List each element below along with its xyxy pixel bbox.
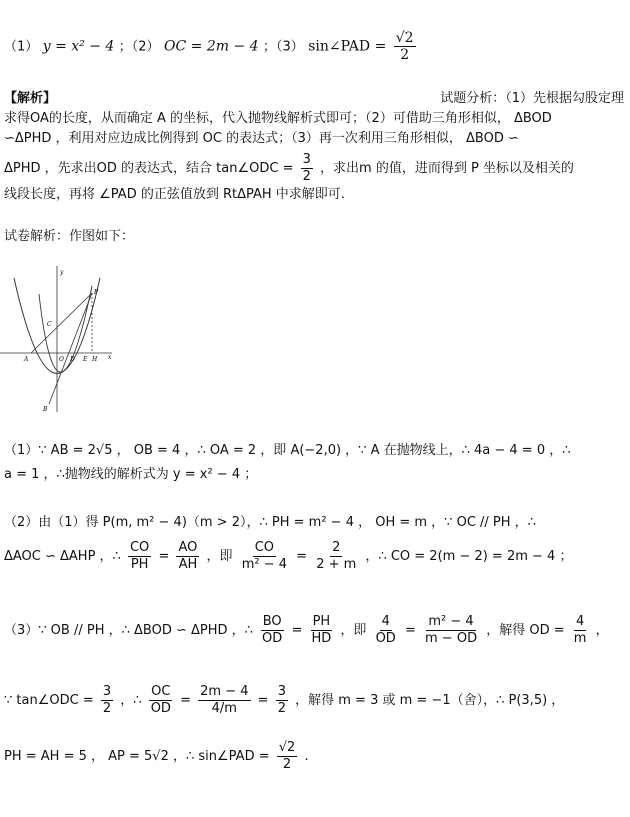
step3-frac-6 — [101, 684, 113, 717]
step2-line-1: （2）由（1）得 P(m, m² − 4)（m > 2），∴ PH = m² − 4 ， OH = m ，∵ OC // PH ，∴ — [4, 515, 536, 530]
step2-frac-4 — [314, 540, 358, 573]
f-num: 4 — [575, 614, 585, 629]
f-num: 2m − 4 — [200, 684, 249, 699]
f-den: OD — [262, 631, 283, 646]
analysis-tag: 【解析】 — [4, 91, 57, 106]
answer-3-lhs: sin∠PAD = — [308, 38, 387, 55]
step2-l2a: ΔAOC ∽ ΔAHP ，∴ — [4, 549, 121, 564]
label-b: B — [43, 406, 48, 413]
f-num: 4 — [381, 614, 390, 629]
f-num: AO — [178, 540, 198, 555]
step3-frac-3 — [374, 614, 398, 647]
analysis-line-4 — [4, 152, 626, 185]
analysis-line-4a: ΔPHD ，先求出OD 的表达式，结合 tan∠ODC = — [4, 161, 294, 176]
step3-frac-4 — [423, 614, 479, 647]
answer-3-fraction — [394, 30, 416, 63]
f-den: m² − 4 — [241, 557, 287, 572]
f-num: 2 — [332, 540, 341, 555]
step2-l2b: ，即 — [206, 549, 233, 564]
step2-l2c: ，∴ CO = 2(m − 2) = 2m − 4 ； — [365, 549, 573, 564]
step3-l3a: PH = AH = 5 ， AP = 5√2 ，∴ sin∠PAD = — [4, 749, 270, 764]
step3-l1d: ， — [595, 623, 609, 638]
step3-frac-8 — [198, 684, 250, 717]
equals: = — [180, 693, 191, 708]
f-den: PH — [130, 557, 149, 572]
step2-frac-1 — [128, 540, 151, 573]
step2-frac-3 — [240, 540, 289, 573]
equals: = — [404, 623, 416, 638]
analysis-line-2: 求得OA的长度，从而确定 A 的坐标，代入抛物线解析式即可；（2）可借助三角形相似， ΔBOD — [4, 111, 552, 126]
f-num: PH — [312, 614, 331, 629]
step3-frac-1 — [260, 614, 284, 647]
label-d: D — [70, 356, 75, 363]
answer-2: OC = 2m − 4 — [164, 38, 259, 55]
answer-3-den: 2 — [400, 47, 410, 63]
step3-line-3 — [4, 740, 626, 773]
step3-l1a: （3）∵ OB // PH ，∴ ΔBOD ∽ ΔPHD ，∴ — [4, 623, 253, 638]
parabola-figure — [0, 264, 120, 414]
answer-2-label: ；（2） — [118, 39, 160, 55]
tan-den: 2 — [302, 169, 311, 184]
step1-line-2: a = 1 ，∴抛物线的解析式为 y = x² − 4 ； — [4, 467, 258, 482]
f-den: OD — [150, 701, 171, 716]
label-h: H — [92, 356, 98, 363]
label-c: C — [47, 321, 52, 328]
f-num: √2 — [278, 740, 296, 755]
step3-frac-2 — [309, 614, 333, 647]
answer-1-label: （1） — [4, 39, 39, 55]
step3-l2b: ，∴ — [120, 693, 142, 708]
f-num: OC — [151, 684, 171, 699]
step1-line-1: （1）∵ AB = 2√5 ， OB = 4 ，∴ OA = 2 ，即 A(−2,0) ，∵ A 在抛物线上，∴ 4a − 4 = 0 ，∴ — [4, 443, 571, 458]
f-num: 3 — [277, 684, 286, 699]
equals: = — [158, 549, 170, 564]
equals: = — [296, 549, 308, 564]
f-den: m — [573, 631, 587, 646]
step3-frac-10 — [277, 740, 298, 773]
analysis-line-3: ∽ΔPHD ，利用对应边成比例得到 OC 的表达式；（3）再一次利用三角形相似， ΔBOD ∽ — [4, 131, 519, 146]
answer-3-label: ；（3） — [263, 39, 304, 55]
analysis-tan-fraction — [301, 152, 313, 185]
label-e: E — [83, 356, 88, 363]
analysis-intro: 试题分析：（1）先根据勾股定理 — [440, 91, 624, 106]
step3-l1c: ，解得 OD = — [486, 623, 565, 638]
label-o: O — [59, 356, 64, 363]
f-num: 3 — [102, 684, 112, 699]
tan-num: 3 — [302, 152, 311, 167]
segment-bp — [49, 293, 92, 404]
answers-line — [4, 30, 626, 63]
step3-l2c: ，解得 m = 3 或 m = −1（舍），∴ P(3,5) ， — [295, 693, 565, 708]
f-den: 2 — [102, 701, 112, 716]
step3-l3b: . — [304, 749, 309, 764]
f-num: CO — [254, 540, 274, 555]
step2-frac-2 — [176, 540, 199, 573]
equals: = — [291, 623, 303, 638]
f-den: 2 — [282, 757, 292, 772]
step3-frac-9 — [276, 684, 288, 717]
f-den: HD — [311, 631, 332, 646]
f-den: 4/m — [211, 701, 237, 716]
label-y: y — [60, 269, 64, 276]
f-den: OD — [375, 631, 396, 646]
step3-line-2 — [4, 684, 626, 717]
step2-line-2 — [4, 540, 626, 573]
f-den: 2 + m — [316, 557, 357, 572]
f-den: m − OD — [425, 631, 478, 646]
label-x: x — [108, 354, 112, 361]
f-den: 2 — [277, 701, 286, 716]
label-p: P — [94, 289, 99, 296]
analysis-line-4b: ，求出m 的值，进而得到 P 坐标以及相关的 — [320, 161, 574, 176]
f-num: m² − 4 — [428, 614, 474, 629]
step3-l1b: ，即 — [340, 623, 367, 638]
equals: = — [257, 693, 269, 708]
f-den: AH — [178, 557, 198, 572]
analysis-line-1 — [4, 88, 626, 110]
answer-3-num: √2 — [395, 30, 414, 46]
step3-l2a: ∵ tan∠ODC = — [4, 693, 94, 708]
step3-line-1 — [4, 614, 626, 647]
f-num: CO — [129, 540, 150, 555]
answer-1: y = x² − 4 — [42, 38, 115, 55]
label-a: A — [24, 356, 29, 363]
f-num: BO — [262, 614, 282, 629]
analysis-line-5: 线段长度，再将 ∠PAD 的正弦值放到 RtΔPAH 中求解即可. — [4, 187, 345, 202]
solution-header: 试卷解析：作图如下： — [4, 229, 135, 244]
step3-frac-5 — [572, 614, 589, 647]
step3-frac-7 — [149, 684, 173, 717]
